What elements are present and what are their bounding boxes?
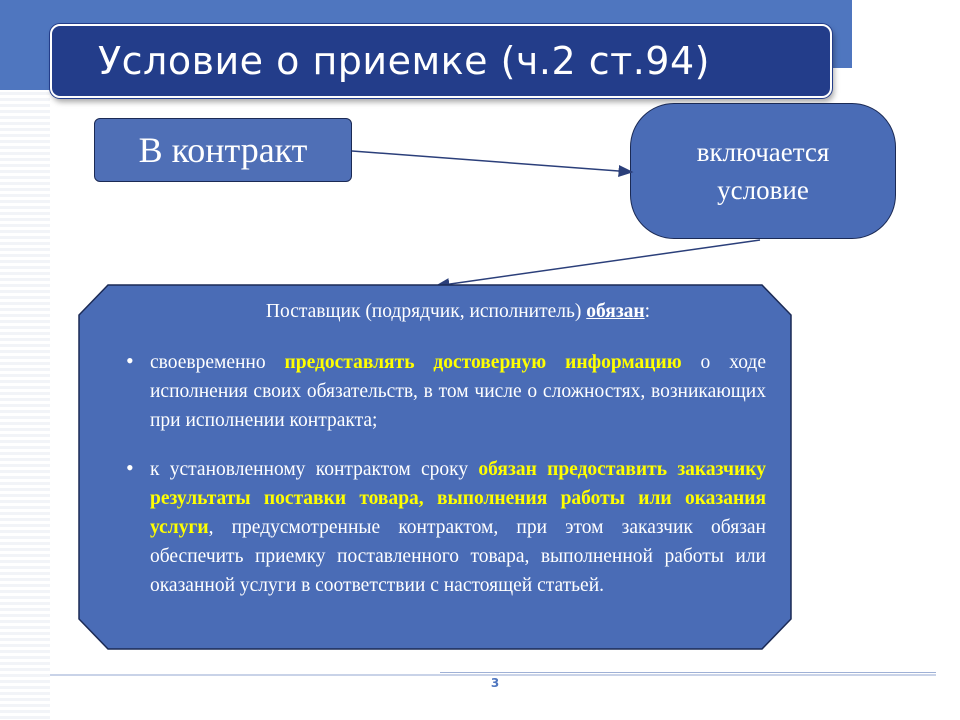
condition-box [630, 103, 896, 239]
contract-label: В контракт [138, 130, 308, 170]
arrow-contract-to-condition [352, 151, 632, 172]
slide-title: Условие о приемке (ч.2 ст.94) [98, 39, 710, 83]
duty-bullet-2: • к установленному контрактом сроку обязан предоставить заказчику результаты поставки товара, выполнения работы или оказания услуги, предусмотренные контрактом, при этом заказчик обязан обеспечить приемку поставленного товара, выполненной работы или оказанной услуги в соответствии с настоящей статьей. [150, 455, 766, 600]
duty-panel [78, 284, 792, 650]
condition-label [697, 133, 830, 209]
duty-text [150, 297, 766, 620]
duty-bullet-1-highlight: предоставлять достоверную информацию [284, 352, 682, 373]
duty-intro: Поставщик (подрядчик, исполнитель) обязан: [265, 301, 651, 322]
title-bar [50, 24, 832, 98]
condition-line-2: условие [717, 175, 809, 205]
duty-keyword: обязан [586, 301, 645, 322]
page-number: 3 [490, 676, 500, 690]
contract-box [94, 118, 352, 182]
duty-bullet-2-highlight: обязан предоставить заказчику результаты поставки товара, выполнения работы или оказания услуги [150, 459, 766, 538]
side-stripes [0, 68, 50, 720]
footer-rule-accent [440, 672, 936, 673]
duty-bullet-1: • своевременно предоставлять достоверную информацию о ходе исполнения своих обязательств, в том числе о сложностях, возникающих при исполнении контракта; [150, 348, 766, 435]
arrow-condition-to-duty [436, 240, 760, 286]
side-accent [0, 68, 50, 90]
condition-line-1: включается [696, 137, 830, 167]
